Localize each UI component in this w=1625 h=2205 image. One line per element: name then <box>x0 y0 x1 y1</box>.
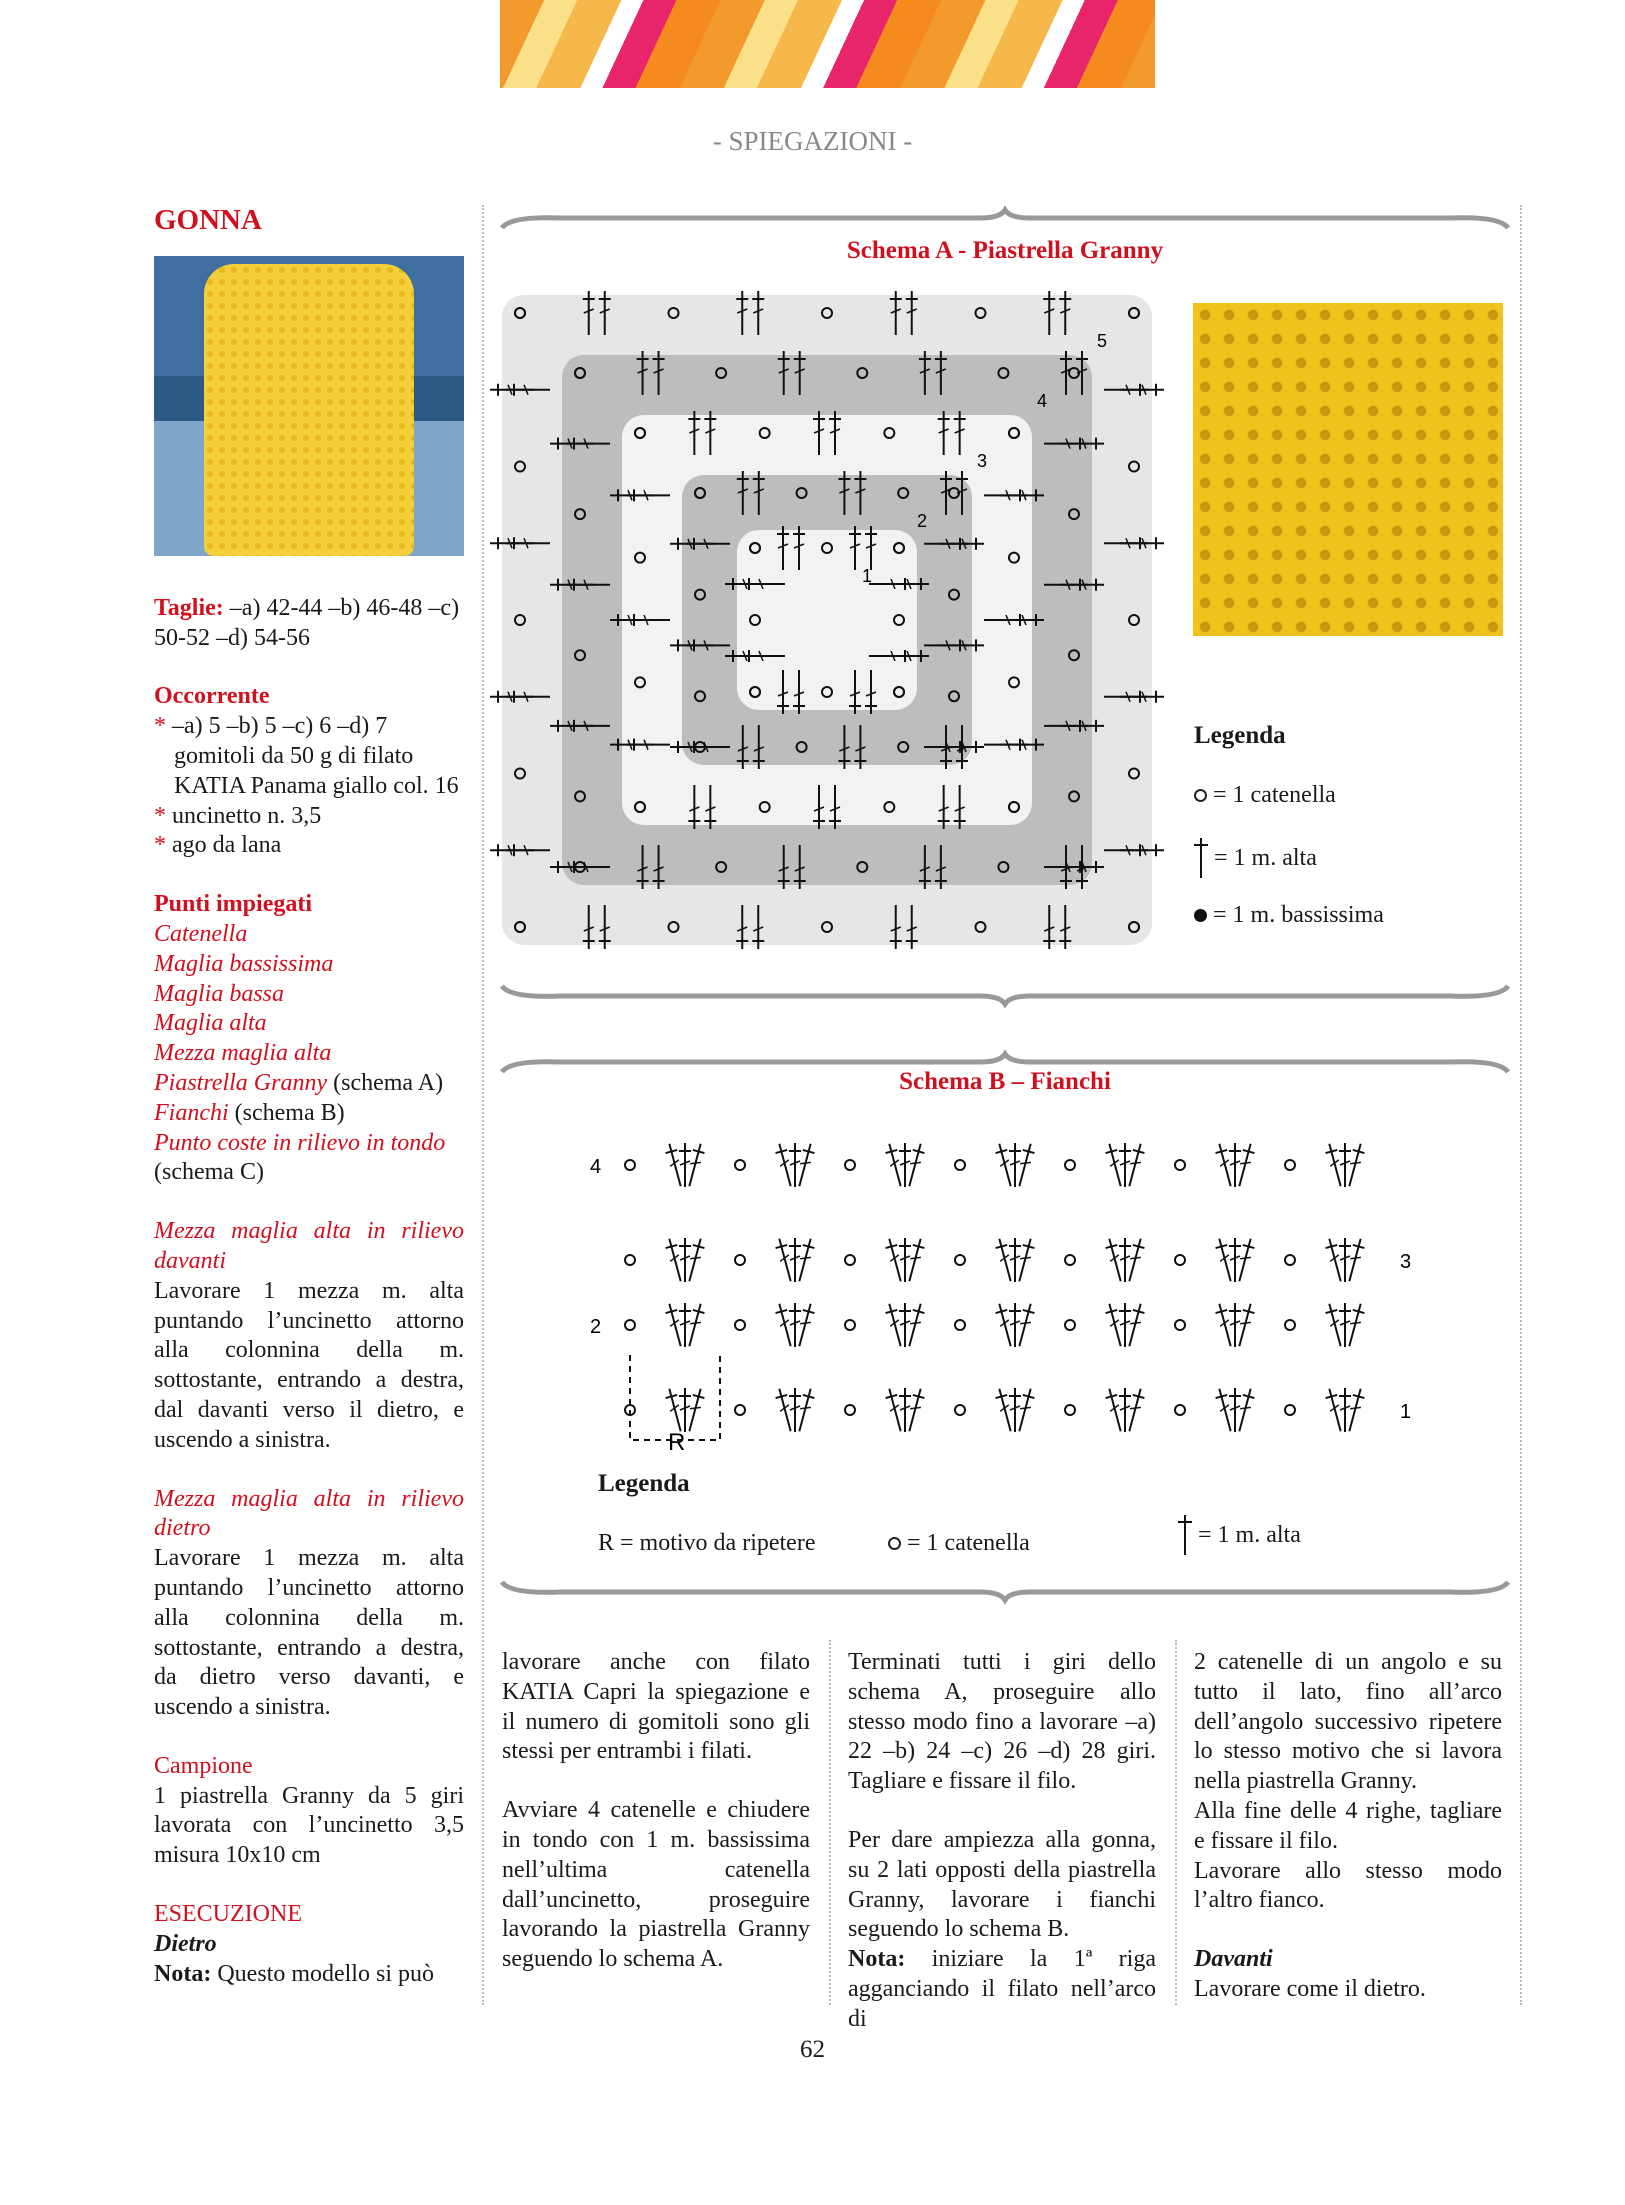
note-label: Nota: <box>154 1960 212 1987</box>
stitch-name: Maglia alta <box>154 1010 267 1037</box>
double-crochet-mark <box>1229 1303 1241 1347</box>
chain-icon <box>1194 789 1207 802</box>
front-stitch-title: Mezza maglia alta in rilievo davanti <box>154 1218 464 1274</box>
paragraph: Per dare ampiezza alla gonna, su 2 lati opposti della piastrella Granny, lavorare i fianchi seguendo lo schema B. <box>848 1826 1156 1943</box>
material-item: –a) 5 –b) 5 –c) 6 –d) 7 gomitoli da 50 g di filato KATIA Panama giallo col. 16 <box>172 713 459 799</box>
double-crochet-mark <box>774 1302 797 1348</box>
schema-b-title: Schema B – Fianchi <box>899 1068 1111 1095</box>
paragraph: lavorare anche con filato KATIA Capri la spiegazione e il numero di gomitoli sono gli stessi per entrambi i filati. <box>502 1649 810 1765</box>
double-crochet-mark <box>899 1388 911 1432</box>
legend-slip-stitch <box>1194 902 1384 929</box>
skirt-photo <box>154 256 464 556</box>
section-header: - SPIEGAZIONI - <box>712 126 913 156</box>
double-crochet-mark <box>684 1237 707 1283</box>
double-crochet-mark <box>899 1143 911 1187</box>
side-panel-diagram <box>590 1115 1410 1475</box>
chain-mark <box>845 1255 855 1265</box>
stitch-name: Maglia bassissima <box>154 950 334 977</box>
legend-label: R = motivo da ripetere <box>598 1530 816 1556</box>
column-divider <box>1175 1640 1177 2005</box>
paragraph: Lavorare come il dietro. <box>1194 1975 1426 2002</box>
double-crochet-mark <box>1014 1237 1037 1283</box>
double-crochet-mark <box>904 1302 927 1348</box>
double-crochet-mark <box>994 1387 1017 1433</box>
paragraph: Terminati tutti i giri dello schema A, proseguire allo stesso modo fino a lavorare –a) 22 –b) 24 –c) 26 –d) 28 giri. Tagliare e fissare il filo. <box>848 1649 1156 1795</box>
double-crochet-mark <box>1124 1237 1147 1283</box>
bottom-brace-schema-a <box>500 984 1510 1006</box>
double-crochet-mark <box>1124 1302 1147 1348</box>
double-crochet-mark <box>1324 1387 1347 1433</box>
double-crochet-mark <box>684 1302 707 1348</box>
double-crochet-mark <box>1014 1142 1037 1188</box>
double-crochet-mark <box>1009 1238 1021 1282</box>
double-crochet-mark <box>1104 1387 1127 1433</box>
chain-mark <box>625 1320 635 1330</box>
double-crochet-mark <box>904 1237 927 1283</box>
paragraph: 2 catenelle di un angolo e su tutto il lato, fino all’arco dell’angolo successivo ripetere lo stesso motivo che si lavora nella piastrella Granny. <box>1194 1649 1502 1795</box>
stitch-name: Fianchi <box>154 1099 229 1126</box>
legend-label: = 1 m. alta <box>1214 844 1317 871</box>
double-crochet-mark <box>789 1143 801 1187</box>
row-number: 1 <box>1400 1401 1412 1423</box>
front-subtitle: Davanti <box>1194 1946 1273 1973</box>
double-crochet-mark <box>1119 1238 1131 1282</box>
double-crochet-mark <box>789 1388 801 1432</box>
stitch-name: Catenella <box>154 920 248 947</box>
round-band <box>737 530 917 710</box>
back-stitch-text: Lavorare 1 mezza m. alta puntando l’uncinetto attorno alla colonnina della m. sottostante, entrando a destra, da dietro verso davanti, e uscendo a sinistra. <box>154 1545 464 1721</box>
front-stitch-text: Lavorare 1 mezza m. alta puntando l’uncinetto attorno alla colonnina della m. sottostante, entrando a destra, dal davanti verso il dietro, e uscendo a sinistra. <box>154 1277 464 1453</box>
chain-mark <box>1285 1255 1295 1265</box>
double-crochet-mark <box>904 1387 927 1433</box>
double-crochet-mark <box>1214 1302 1237 1348</box>
chain-mark <box>735 1405 745 1415</box>
materials-title: Occorrente <box>154 683 270 710</box>
bottom-brace-schema-b <box>500 1580 1510 1602</box>
double-crochet-mark <box>884 1302 907 1348</box>
pattern-title: GONNA <box>154 204 262 236</box>
slip-stitch-icon <box>1194 909 1207 922</box>
paragraph: Avviare 4 catenelle e chiudere in tondo con 1 m. bassissima nell’ultima catenella dall’uncinetto, proseguire lavorando la piastrella Granny seguendo lo schema A. <box>502 1797 810 1973</box>
note-text: Questo modello si può <box>211 1960 434 1987</box>
chain-mark <box>1285 1320 1295 1330</box>
double-crochet-mark <box>1324 1237 1347 1283</box>
note-text: iniziare la 1ª riga agganciando il filato nell’arco di <box>848 1946 1156 2032</box>
double-crochet-mark <box>1229 1238 1241 1282</box>
round-number: 4 <box>1037 391 1048 411</box>
legend-label: = 1 m. alta <box>1198 1521 1301 1548</box>
chain-mark <box>1175 1320 1185 1330</box>
double-crochet-mark <box>684 1387 707 1433</box>
chain-mark <box>845 1320 855 1330</box>
double-crochet-icon <box>1194 838 1208 878</box>
text-column-3 <box>1194 1648 1502 2005</box>
top-brace-schema-a <box>500 208 1510 230</box>
double-crochet-mark <box>1124 1387 1147 1433</box>
material-item: ago da lana <box>172 832 282 859</box>
sizes-label: Taglie: <box>154 594 224 621</box>
double-crochet-mark <box>794 1237 817 1283</box>
double-crochet-mark <box>664 1142 687 1188</box>
double-crochet-mark <box>1104 1142 1127 1188</box>
double-crochet-mark <box>1014 1387 1037 1433</box>
legend-repeat <box>598 1530 815 1557</box>
double-crochet-mark <box>789 1303 801 1347</box>
double-crochet-mark <box>1009 1303 1021 1347</box>
chain-mark <box>1175 1255 1185 1265</box>
schema-b-legend-title: Legenda <box>598 1470 690 1497</box>
chain-mark <box>1065 1255 1075 1265</box>
double-crochet-mark <box>904 1142 927 1188</box>
granny-square-photo <box>1193 303 1503 636</box>
round-number: 5 <box>1097 331 1108 351</box>
page-number: 62 <box>800 2036 825 2063</box>
repeat-bracket <box>630 1355 720 1440</box>
double-crochet-mark <box>1119 1388 1131 1432</box>
stitch-note: (schema A) <box>327 1069 444 1096</box>
yarn-banner-image <box>500 0 1155 88</box>
double-crochet-mark <box>1234 1142 1257 1188</box>
double-crochet-mark <box>794 1142 817 1188</box>
double-crochet-mark <box>684 1142 707 1188</box>
paragraph: Alla fine delle 4 righe, tagliare e fissare il filo. <box>1194 1797 1502 1854</box>
round-number: 3 <box>977 451 988 471</box>
back-stitch-title: Mezza maglia alta in rilievo dietro <box>154 1485 464 1542</box>
double-crochet-mark <box>1344 1387 1367 1433</box>
double-crochet-mark <box>774 1387 797 1433</box>
double-crochet-mark <box>679 1238 691 1282</box>
double-crochet-mark <box>1119 1143 1131 1187</box>
stitch-name: Punto coste in rilievo in tondo <box>154 1129 446 1156</box>
double-crochet-mark <box>789 1238 801 1282</box>
stitch-name: Maglia bassa <box>154 980 285 1007</box>
chain-mark <box>955 1255 965 1265</box>
double-crochet-mark <box>1214 1237 1237 1283</box>
double-crochet-mark <box>1124 1142 1147 1188</box>
double-crochet-mark <box>1229 1143 1241 1187</box>
stitch-name: Mezza maglia alta <box>154 1040 332 1067</box>
double-crochet-mark <box>794 1387 817 1433</box>
double-crochet-mark <box>664 1387 687 1433</box>
chain-mark <box>1175 1405 1185 1415</box>
chain-mark <box>955 1160 965 1170</box>
gauge-title: Campione <box>154 1752 253 1779</box>
double-crochet-mark <box>1234 1387 1257 1433</box>
double-crochet-mark <box>1009 1143 1021 1187</box>
material-item: uncinetto n. 3,5 <box>172 802 322 829</box>
chain-mark <box>955 1320 965 1330</box>
chain-mark <box>955 1405 965 1415</box>
legend-chain <box>888 1530 1030 1557</box>
schema-a-legend-title: Legenda <box>1194 722 1286 749</box>
double-crochet-mark <box>1234 1237 1257 1283</box>
granny-square-diagram <box>502 295 1152 945</box>
note-label: Nota: <box>848 1946 906 1973</box>
double-crochet-mark <box>1234 1302 1257 1348</box>
double-crochet-mark <box>899 1238 911 1282</box>
double-crochet-mark <box>1104 1237 1127 1283</box>
sizes-value: –a) 42-44 –b) 46-48 –c) 50-52 –d) 54-56 <box>154 594 460 651</box>
double-crochet-mark <box>884 1237 907 1283</box>
chain-mark <box>1065 1405 1075 1415</box>
round-number: 1 <box>862 566 873 586</box>
schema-a-title: Schema A - Piastrella Granny <box>846 237 1164 264</box>
text-column-2 <box>848 1648 1156 2035</box>
double-crochet-mark <box>884 1142 907 1188</box>
double-crochet-mark <box>1344 1142 1367 1188</box>
double-crochet-mark <box>679 1388 691 1432</box>
row-number: 3 <box>1400 1251 1412 1273</box>
double-crochet-mark <box>884 1387 907 1433</box>
double-crochet-mark <box>1119 1303 1131 1347</box>
double-crochet-mark <box>1339 1303 1351 1347</box>
chain-mark <box>625 1255 635 1265</box>
chain-mark <box>735 1255 745 1265</box>
legend-chain <box>1194 782 1336 809</box>
double-crochet-mark <box>994 1142 1017 1188</box>
chain-mark <box>1285 1405 1295 1415</box>
stitch-note: (schema B) <box>228 1099 345 1126</box>
left-column: GONNA Taglie: –a) 42-44 –b) 46-48 –c) 50-52 –d) 54-56 Occorrente * –a) 5 –b) 5 –c) 6 –d) 7 gomitoli da 50 g di filato KATIA Panama giallo col. 16 * uncinetto n. 3,5 * ago da lana Punti impiegati Catenella Maglia bassissima Maglia bassa Maglia alta Mezza maglia alta Piastrella Granny (schema A) Fianchi (schema B) Punto coste in rilievo in tondo (schema C) Mezza maglia alta in rilievo davanti Lavorare 1 mezza m. alta puntando l’uncinetto attorno alla colonnina della m. sottostante, entrando a destra, dal davanti verso il dietro, e uscendo a sinistra. Mezza maglia alta in rilievo dietro Lavorare 1 mezza m. alta puntando l’uncinetto attorno alla colonnina della m. sottostante, entrando a destra, da dietro verso davanti, e uscendo a sinistra. Campione 1 piastrella Granny da 5 giri lavorata con l’uncinetto 3,5 misura 10x10 cm ESECUZIONE Dietro Nota: Questo modello si può <box>154 204 464 1987</box>
double-crochet-mark <box>774 1142 797 1188</box>
chain-icon <box>888 1537 901 1550</box>
paragraph: Lavorare allo stesso modo l’altro fianco. <box>1194 1857 1502 1914</box>
chain-mark <box>625 1160 635 1170</box>
repeat-label: R <box>668 1429 686 1456</box>
double-crochet-mark <box>1104 1302 1127 1348</box>
execution-subtitle: Dietro <box>154 1930 217 1957</box>
double-crochet-mark <box>1324 1302 1347 1348</box>
double-crochet-mark <box>994 1237 1017 1283</box>
legend-label: = 1 m. bassissima <box>1213 902 1384 928</box>
execution-title: ESECUZIONE <box>154 1901 302 1928</box>
legend-label: = 1 catenella <box>1213 782 1336 808</box>
stitch-name: Piastrella Granny <box>154 1069 328 1096</box>
double-crochet-mark <box>679 1143 691 1187</box>
legend-double-crochet <box>1194 838 1317 878</box>
double-crochet-mark <box>664 1237 687 1283</box>
stitch-note: (schema C) <box>154 1159 264 1186</box>
double-crochet-mark <box>1214 1142 1237 1188</box>
chain-mark <box>845 1405 855 1415</box>
double-crochet-mark <box>1014 1302 1037 1348</box>
double-crochet-mark <box>794 1302 817 1348</box>
double-crochet-mark <box>1009 1388 1021 1432</box>
double-crochet-mark <box>1229 1388 1241 1432</box>
legend-label: = 1 catenella <box>907 1530 1030 1556</box>
double-crochet-mark <box>1339 1388 1351 1432</box>
chain-mark <box>1285 1160 1295 1170</box>
column-divider <box>1520 205 1522 2005</box>
chain-mark <box>1175 1160 1185 1170</box>
chain-mark <box>735 1160 745 1170</box>
double-crochet-mark <box>899 1303 911 1347</box>
double-crochet-mark <box>994 1302 1017 1348</box>
chain-mark <box>1065 1160 1075 1170</box>
legend-double-crochet <box>1178 1515 1301 1555</box>
double-crochet-mark <box>1324 1142 1347 1188</box>
chain-mark <box>845 1160 855 1170</box>
column-divider <box>829 1640 831 2005</box>
double-crochet-mark <box>664 1302 687 1348</box>
gauge-text: 1 piastrella Granny da 5 giri lavorata con l’uncinetto 3,5 misura 10x10 cm <box>154 1782 464 1869</box>
double-crochet-icon <box>1178 1515 1192 1555</box>
row-number: 4 <box>590 1156 602 1178</box>
double-crochet-mark <box>679 1303 691 1347</box>
text-column-1 <box>502 1648 810 1975</box>
double-crochet-mark <box>774 1237 797 1283</box>
chain-mark <box>1065 1320 1075 1330</box>
double-crochet-mark <box>1214 1387 1237 1433</box>
double-crochet-mark <box>1344 1302 1367 1348</box>
double-crochet-mark <box>1339 1143 1351 1187</box>
double-crochet-mark <box>1339 1238 1351 1282</box>
round-number: 2 <box>917 511 928 531</box>
column-divider <box>482 205 484 2005</box>
chain-mark <box>735 1320 745 1330</box>
double-crochet-mark <box>1344 1237 1367 1283</box>
row-number: 2 <box>590 1316 602 1338</box>
stitches-title: Punti impiegati <box>154 891 313 918</box>
